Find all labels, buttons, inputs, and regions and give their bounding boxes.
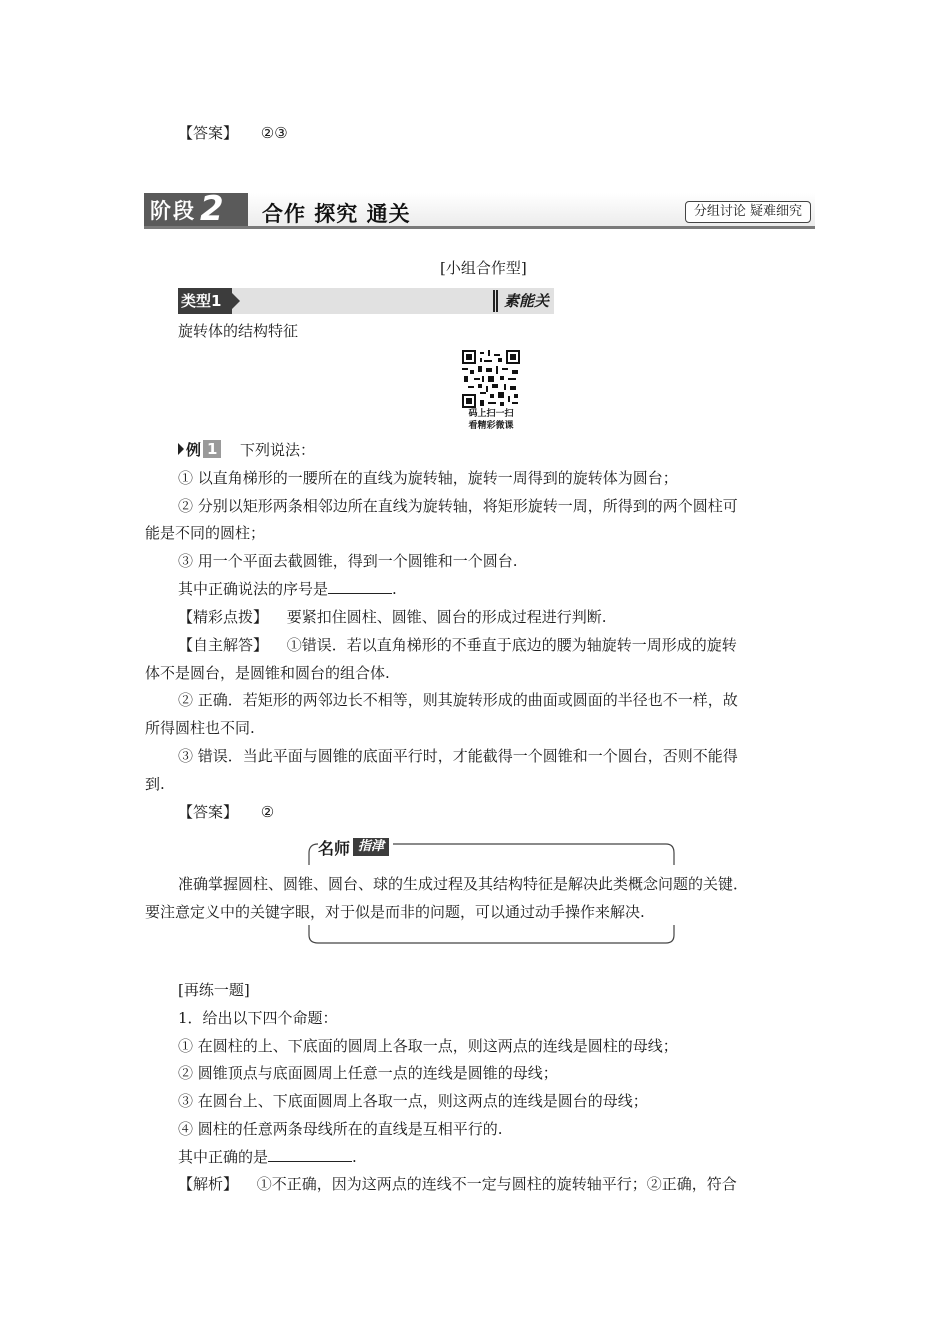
- example-number: 1: [203, 440, 221, 458]
- tip-text: 要注意定义中的关键字眼，对于似是而非的问题，可以通过动手操作来解决.: [145, 903, 645, 921]
- type-side-label: 素能关: [504, 292, 550, 310]
- example-question-text: 其中正确说法的序号是: [178, 580, 329, 598]
- practice-item: ④ 圆柱的任意两条母线所在的直线是互相平行的.: [178, 1120, 503, 1138]
- solution-label: 【自主解答】: [178, 636, 269, 654]
- hint-text: 要紧扣住圆柱、圆锥、圆台的形成过程进行判断.: [286, 608, 607, 626]
- example-item: 能是不同的圆柱；: [145, 524, 266, 542]
- practice-item: ② 圆锥顶点与底面圆周上任意一点的连线是圆锥的母线；: [178, 1064, 558, 1082]
- solution-line: [178, 635, 737, 655]
- practice-tag: [再练一题]: [178, 981, 250, 999]
- type-bar-divider: [493, 290, 498, 312]
- answer-blank: [268, 1147, 352, 1162]
- example-item: ③ 用一个平面去截圆锥，得到一个圆锥和一个圆台.: [178, 552, 518, 570]
- arrow-icon: [178, 443, 184, 455]
- answer-label: 【答案】: [178, 803, 239, 821]
- section-tag: [小组合作型]: [440, 259, 527, 277]
- answer-line: [178, 802, 274, 822]
- analysis-text: ①不正确，因为这两点的连线不一定与圆柱的旋转轴平行；②正确，符合: [256, 1175, 737, 1193]
- hint-label: 【精彩点拨】: [178, 608, 269, 626]
- practice-ask-text: 其中正确的是: [178, 1148, 269, 1166]
- example-tag-label: 例: [186, 440, 202, 459]
- solution-text: 所得圆柱也不同.: [145, 719, 255, 737]
- answer-blank: [328, 579, 392, 594]
- hint-line: [178, 607, 607, 627]
- analysis-label: 【解析】: [178, 1175, 239, 1193]
- tip-title-main: 名师: [318, 838, 351, 858]
- top-answer-label: 【答案】: [178, 124, 239, 142]
- practice-question: 1．给出以下四个命题：: [178, 1009, 338, 1027]
- example-question-end: .: [392, 580, 397, 598]
- practice-item: ① 在圆柱的上、下底面的圆周上各取一点，则这两点的连线是圆柱的母线；: [178, 1037, 678, 1055]
- tip-title-sub: 指津: [353, 838, 389, 856]
- stage-number: 2: [200, 189, 224, 229]
- qr-code-icon: [462, 350, 520, 408]
- example-tag: [178, 439, 221, 459]
- solution-text: 体不是圆台，是圆锥和圆台的组合体.: [145, 664, 390, 682]
- topic-title: 旋转体的结构特征: [178, 322, 299, 340]
- stage-title: 合作 探究 通关: [262, 202, 411, 226]
- stage-badge: [144, 189, 248, 229]
- example-item: ① 以直角梯形的一腰所在的直线为旋转轴，旋转一周得到的旋转体为圆台；: [178, 469, 678, 487]
- stage-side-label: 分组讨论 疑难细究: [685, 201, 811, 223]
- qr-caption-line-1: 码上扫一扫: [468, 409, 514, 419]
- type-bar: [178, 288, 554, 314]
- stage-banner: [144, 189, 815, 229]
- answer-value: ②: [260, 803, 275, 821]
- tip-title: [318, 836, 393, 858]
- practice-ask-end: .: [352, 1148, 357, 1166]
- example-intro: 下列说法：: [240, 441, 316, 459]
- top-answer-value: ②③: [260, 124, 288, 142]
- type-label: 类型1: [178, 288, 232, 314]
- solution-text: ② 正确．若矩形的两邻边长不相等，则其旋转形成的曲面或圆面的半径也不一样，故: [178, 691, 738, 709]
- tip-text: 准确掌握圆柱、圆锥、圆台、球的生成过程及其结构特征是解决此类概念问题的关键．: [178, 875, 749, 893]
- qr-caption: [458, 408, 524, 432]
- example-item: ② 分别以矩形两条相邻边所在直线为旋转轴，将矩形旋转一周，所得到的两个圆柱可: [178, 497, 738, 515]
- solution-text: ①错误．若以直角梯形的不垂直于底边的腰为轴旋转一周形成的旋转: [286, 636, 737, 654]
- practice-ask: [178, 1147, 357, 1167]
- top-answer: [178, 123, 288, 143]
- practice-item: ③ 在圆台上、下底面圆周上各取一点，则这两点的连线是圆台的母线；: [178, 1092, 648, 1110]
- solution-text: 到.: [145, 775, 165, 793]
- example-question: [178, 579, 397, 599]
- solution-text: ③ 错误．当此平面与圆锥的底面平行时，才能截得一个圆锥和一个圆台，否则不能得: [178, 747, 738, 765]
- stage-label: 阶段: [150, 198, 196, 223]
- qr-caption-line-2: 看精彩微课: [468, 421, 514, 431]
- analysis-line: [178, 1174, 737, 1194]
